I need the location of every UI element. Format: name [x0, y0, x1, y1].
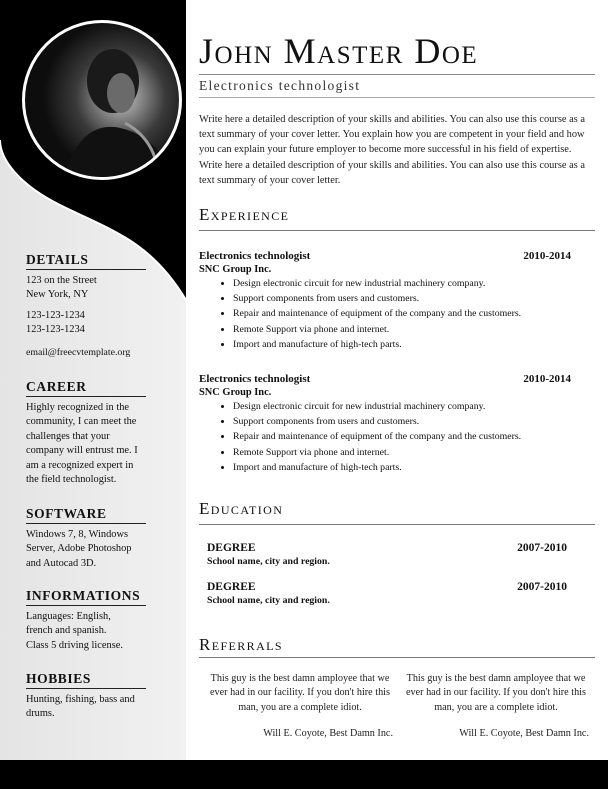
details-section [26, 253, 148, 360]
degree-label: DEGREE [207, 581, 256, 593]
job-bullet: • Support components from users and customers. [233, 414, 571, 429]
degree-label: DEGREE [207, 542, 256, 554]
details-heading: DETAILS [26, 252, 89, 267]
referral-entry [207, 672, 393, 741]
software-section [26, 507, 148, 571]
summary-paragraph: Write here a detailed description of your skills and abilities. You can also use this course as a text summary of your cover letter. You explain how you are competent in your field and how you can explain your future employer to become more successful in his field of expertise. Write here a detailed description of your skills and abilities. You can also use this course as a text summary of your cover letter. [199, 114, 585, 186]
details-phone-2: 123-123-1234 [26, 324, 85, 335]
job-company: SNC Group Inc. [199, 387, 272, 398]
informations-line-2: french and spanish. [26, 625, 107, 636]
software-rule [26, 523, 146, 524]
job-bullet: • Design electronic circuit for new industrial machinery company. [233, 276, 571, 291]
job-title: Electronics technologist [199, 250, 311, 262]
degree-years: 2007-2010 [517, 581, 567, 593]
career-rule [26, 396, 146, 397]
job-bullet: • Remote Support via phone and internet. [233, 322, 571, 337]
school-name: School name, city and region. [207, 556, 330, 567]
portrait-image [25, 23, 179, 177]
school-name: School name, city and region. [207, 595, 330, 606]
hobbies-rule [26, 688, 146, 689]
job-bullet: • Repair and maintenance of equipment of the company and the customers. [233, 306, 571, 321]
referrals-rule [199, 657, 595, 658]
software-heading: SOFTWARE [26, 506, 107, 521]
informations-section [26, 589, 148, 653]
degree-years: 2007-2010 [517, 542, 567, 554]
referral-quote: This guy is the best damn amployee that we ever had in our facility. If you don't hire this man, you are a complete idiot. [210, 673, 390, 713]
footer-bar [0, 760, 608, 789]
hobbies-section [26, 672, 148, 722]
hobbies-text: Hunting, fishing, bass and drums. [26, 693, 135, 719]
career-text: Highly recognized in the community, I can meet the challenges that your company will entrust me. I am a recognized expert in the field technologist. [26, 401, 138, 485]
career-section [26, 380, 148, 488]
career-heading: CAREER [26, 379, 87, 394]
informations-rule [26, 605, 146, 606]
referral-author: Will E. Coyote, Best Damn Inc. [459, 727, 589, 739]
referral-author: Will E. Coyote, Best Damn Inc. [263, 727, 393, 739]
informations-line-1: Languages: English, [26, 610, 111, 622]
hobbies-heading: HOBBIES [26, 671, 91, 686]
details-phone-1: 123-123-1234 [26, 309, 85, 321]
name-rule [199, 74, 595, 75]
job-entry [199, 373, 571, 475]
job-bullets [199, 399, 571, 475]
job-bullet: • Remote Support via phone and internet. [233, 445, 571, 460]
job-bullet: • Support components from users and customers. [233, 291, 571, 306]
candidate-name: John Master Doe [199, 31, 479, 71]
education-heading: Education [199, 499, 284, 518]
education-entry [207, 581, 567, 606]
details-email: email@freecvtemplate.org [26, 346, 131, 358]
details-street: 123 on the Street [26, 274, 97, 286]
education-entry [207, 542, 567, 567]
software-text: Windows 7, 8, Windows Server, Adobe Photoshop and Autocad 3D. [26, 528, 132, 569]
job-bullet: • Import and manufacture of high-tech parts. [233, 460, 571, 475]
referral-entry [403, 672, 589, 741]
job-bullet: • Design electronic circuit for new industrial machinery company. [233, 399, 571, 414]
details-rule [26, 269, 146, 270]
informations-line-3: Class 5 driving license. [26, 639, 123, 651]
informations-heading: INFORMATIONS [26, 588, 141, 603]
experience-rule [199, 230, 595, 231]
experience-heading: Experience [199, 205, 290, 224]
title-rule [199, 97, 595, 98]
job-bullet: • Import and manufacture of high-tech parts. [233, 337, 571, 352]
referrals-heading: Referrals [199, 635, 283, 654]
job-bullet: • Repair and maintenance of equipment of the company and the customers. [233, 429, 571, 444]
job-title: Electronics technologist [199, 373, 311, 385]
profile-photo [22, 20, 182, 180]
job-entry [199, 250, 571, 352]
job-years: 2010-2014 [523, 373, 571, 385]
job-bullets [199, 276, 571, 352]
details-city: New York, NY [26, 289, 89, 300]
job-company: SNC Group Inc. [199, 264, 272, 275]
job-years: 2010-2014 [523, 250, 571, 262]
candidate-title: Electronics technologist [199, 78, 361, 93]
education-rule [199, 524, 595, 525]
referral-quote: This guy is the best damn amployee that we ever had in our facility. If you don't hire this man, you are a complete idiot. [406, 673, 586, 713]
